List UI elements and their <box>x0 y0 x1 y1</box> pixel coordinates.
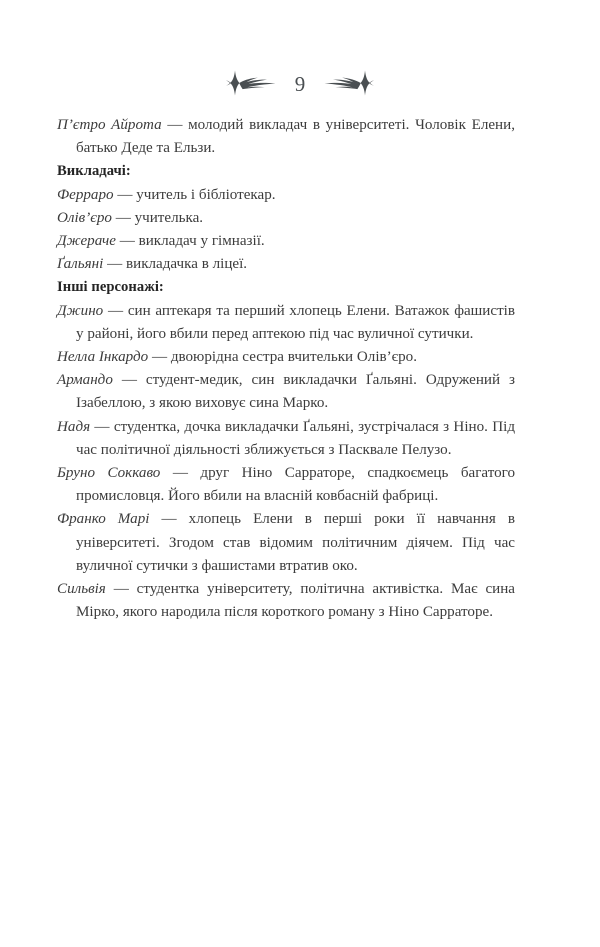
character-description: викладачка в ліцеї. <box>125 256 248 273</box>
character-entry <box>57 346 515 369</box>
entry-dash: — <box>115 233 139 250</box>
character-description: молодий викладач в університеті. Чоловік Елени, батько Деде та Ельзи. <box>76 117 515 157</box>
character-entry <box>57 300 515 346</box>
section-heading: Інші персонажі: <box>57 279 164 296</box>
chapter-ornament-header <box>0 62 600 104</box>
entry-dash: — <box>113 186 137 203</box>
leaf-flourish-left-icon <box>226 70 278 96</box>
section-heading: Викладачі: <box>57 163 131 180</box>
character-description: студентка університету, політична активістка. Має сина Мірко, якого народила після короткого роману з Ніно Сарраторе. <box>76 581 516 621</box>
character-name: Франко Марі <box>57 511 150 528</box>
section-other-characters <box>57 276 515 624</box>
entry-dash: — <box>90 418 114 435</box>
character-entry <box>57 207 515 230</box>
entry-dash: — <box>160 465 201 482</box>
character-name: Джино <box>57 302 104 319</box>
character-index-text <box>57 114 515 624</box>
character-name: Надя <box>57 418 91 435</box>
character-name: Нелла Інкардо <box>57 349 149 366</box>
character-description: студентка, дочка викладачки Ґальяні, зустрічалася з Ніно. Під час політичної діяльності зближується з Пасквале Пелузо. <box>76 418 515 458</box>
character-name: Ферраро <box>57 186 114 203</box>
character-description: друг Ніно Сарраторе, спадкоємець багатого промисловця. Його вбили на власній ковбасній фабриці. <box>76 465 516 505</box>
leaf-flourish-right-icon <box>322 70 374 96</box>
entry-dash: — <box>148 349 171 366</box>
character-description: учителька. <box>134 209 204 226</box>
character-description: хлопець Елени в перші роки її навчання в університеті. Згодом став відомим політичним діячем. Під час вуличної сутички з фашистами втратив око. <box>76 511 515 574</box>
character-description: викладач у гімназії. <box>138 233 265 250</box>
section-teachers <box>57 160 515 276</box>
character-name: Олів’єро <box>57 209 112 226</box>
character-entry <box>57 230 515 253</box>
entry-dash: — <box>103 302 128 319</box>
character-entry <box>57 114 515 160</box>
character-name: П’єтро Айрота <box>57 117 162 133</box>
entry-dash: — <box>112 372 146 389</box>
character-description: двоюрідна сестра вчительки Олів’єро. <box>170 349 418 366</box>
character-entry <box>57 184 515 207</box>
character-entry <box>57 578 515 624</box>
character-description: студент-медик, син викладачки Ґальяні. Одружений з Ізабеллою, з якою виховує сина Марко. <box>76 372 515 412</box>
character-name: Армандо <box>57 372 113 389</box>
character-name: Сильвія <box>57 581 106 598</box>
character-description: син аптекаря та перший хлопець Елени. Ватажок фашистів у районі, його вбили перед аптекою під час вуличної сутички. <box>76 302 516 342</box>
intro-entry-group <box>57 114 515 160</box>
character-entry <box>57 508 515 578</box>
entry-dash: — <box>103 256 126 273</box>
character-name: Джераче <box>57 233 116 250</box>
entry-dash: — <box>105 581 137 598</box>
character-description: учитель і бібліотекар. <box>136 186 276 203</box>
character-entry <box>57 253 515 276</box>
character-entry <box>57 416 515 462</box>
entry-dash: — <box>149 511 189 528</box>
entry-dash: — <box>161 117 189 133</box>
character-entry <box>57 369 515 415</box>
character-entry <box>57 462 515 508</box>
chapter-number: 9 <box>294 71 306 96</box>
entry-dash: — <box>111 209 135 226</box>
character-name: Бруно Соккаво <box>57 465 161 482</box>
character-name: Ґальяні <box>57 256 104 273</box>
